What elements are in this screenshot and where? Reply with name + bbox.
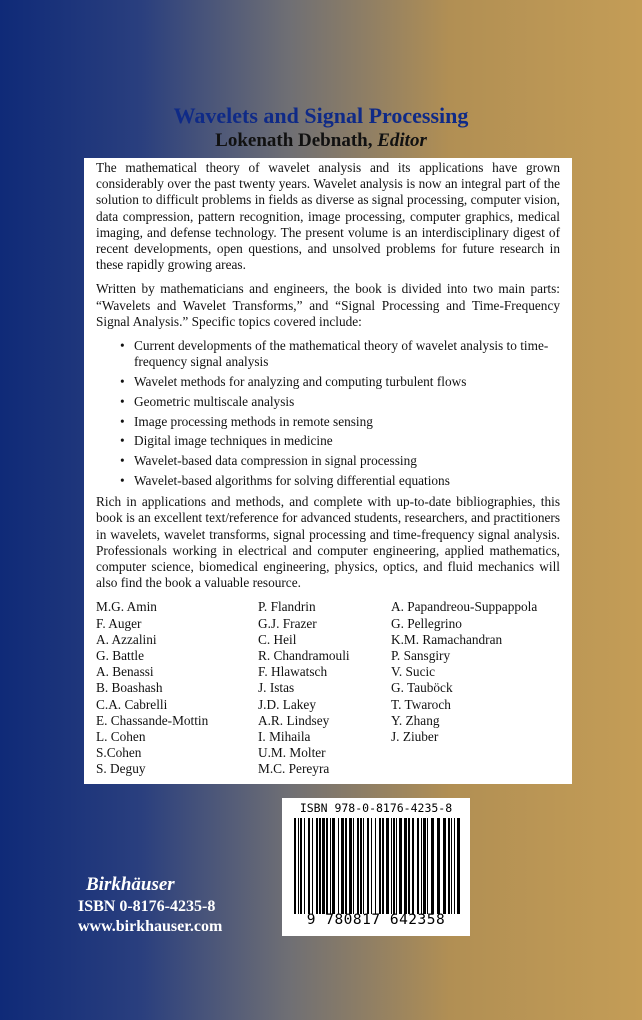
topic-text: Digital image techniques in medicine: [134, 433, 333, 449]
barcode-bar: [294, 818, 296, 914]
description-panel: [84, 158, 572, 784]
topic-item: [120, 453, 560, 469]
contributor-name: S. Deguy: [96, 761, 146, 777]
barcode-bar: [408, 818, 410, 914]
barcode-bar: [391, 818, 392, 914]
contributor-name: E. Chassande-Mottin: [96, 712, 209, 728]
contributor-name: I. Mihaila: [258, 728, 311, 744]
contributor-name: F. Auger: [96, 615, 142, 631]
barcode-bar: [417, 818, 419, 914]
editor-name: Lokenath Debnath,: [215, 130, 373, 151]
barcode-bar: [345, 818, 347, 914]
topic-text: Wavelet-based data compression in signal processing: [134, 453, 417, 469]
contributor-name: F. Hlawatsch: [258, 664, 328, 680]
contributor-name: B. Boashash: [96, 680, 163, 696]
contributor-name: T. Twaroch: [391, 696, 451, 712]
topic-item: [120, 374, 560, 390]
barcode-bar: [457, 818, 460, 914]
bullet-icon: •: [120, 338, 125, 354]
contributor-name: U.M. Molter: [258, 745, 326, 761]
barcode-bar: [427, 818, 428, 914]
topic-item: [120, 433, 560, 449]
barcode-bar: [367, 818, 369, 914]
barcode-bar: [448, 818, 450, 914]
barcode-bar: [382, 818, 384, 914]
barcode-bar: [330, 818, 331, 914]
topic-text: Geometric multiscale analysis: [134, 393, 295, 409]
barcode-bar: [319, 818, 321, 914]
barcode-bar: [386, 818, 389, 914]
contributor-name: P. Sansgiry: [391, 648, 451, 663]
barcode-bar: [349, 818, 352, 914]
barcode-isbn-label: ISBN 978-0-8176-4235-8: [299, 801, 453, 815]
topic-item: [120, 473, 560, 489]
bullet-icon: •: [120, 393, 125, 409]
contributor-name: C.A. Cabrelli: [96, 696, 168, 712]
barcode-ean-number: 9 780817 642358: [306, 912, 446, 928]
barcode-bar: [312, 818, 313, 914]
publisher-name: Birkhäuser: [86, 874, 175, 895]
contributors-column-2: [258, 599, 391, 777]
barcode-bar: [375, 818, 376, 914]
bullet-icon: •: [120, 433, 125, 449]
barcode-bar: [298, 818, 299, 914]
topics-list: [96, 338, 560, 489]
contributor-name: A. Azzalini: [96, 631, 157, 647]
contributor-name: G. Battle: [96, 648, 145, 663]
barcode-bar: [338, 818, 339, 914]
barcode: [282, 798, 470, 936]
barcode-bar: [399, 818, 402, 914]
editor-role: Editor: [377, 130, 427, 151]
barcode-bar: [423, 818, 426, 914]
bullet-icon: •: [120, 413, 125, 429]
contributor-name: C. Heil: [258, 631, 297, 647]
barcode-bar: [454, 818, 455, 914]
barcode-bar: [304, 818, 305, 914]
topic-item: [120, 393, 560, 410]
barcode-bar: [393, 818, 395, 914]
topic-text: Current developments of the mathematical theory of wavelet analysis to time-frequency signal analysis: [134, 338, 549, 370]
topic-text: Wavelet-based algorithms for solving differential equations: [134, 473, 450, 489]
contributor-name: M.G. Amin: [96, 599, 157, 615]
intro-paragraph: The mathematical theory of wavelet analysis and its applications have grown considerably over the past twenty years. Wavelet analysis is now an integral part of the solution to difficult problems in fields as diverse as signal processing, computer vision, data compression, pattern recognition, image processing, computer graphics, medical imaging, and defense technology. The present volume is an interdisciplinary digest of recent developments, open questions, and unsolved problems for future research in these rapidly growing areas.: [96, 160, 560, 273]
contributors-list: [96, 599, 560, 777]
barcode-bar: [326, 818, 328, 914]
contributor-name: J. Istas: [258, 680, 295, 696]
contributor-name: M.C. Pereyra: [258, 761, 330, 777]
book-title: Wavelets and Signal Processing: [173, 103, 469, 128]
barcode-bars: [292, 818, 460, 914]
contributors-column-3: [391, 599, 561, 777]
publisher-block: [60, 874, 260, 936]
topic-item: [120, 413, 560, 430]
contributor-name: G.J. Frazer: [258, 615, 317, 631]
topic-item: [120, 338, 560, 370]
contributor-name: G. Tauböck: [391, 680, 453, 696]
barcode-bar: [379, 818, 381, 914]
barcode-bar: [316, 818, 318, 914]
barcode-bar: [322, 818, 325, 914]
barcode-bar: [371, 818, 372, 914]
topic-text: Image processing methods in remote sensing: [134, 413, 373, 429]
barcode-bar: [431, 818, 434, 914]
contributors-column-1: [96, 599, 258, 777]
barcode-bar: [357, 818, 359, 914]
barcode-bar: [443, 818, 446, 914]
contributor-name: A. Papandreou-Suppappola: [391, 599, 538, 615]
contributor-name: L. Cohen: [96, 728, 146, 744]
barcode-bar: [360, 818, 362, 914]
barcode-bar: [421, 818, 422, 914]
barcode-bar: [300, 818, 302, 914]
barcode-bar: [451, 818, 452, 914]
contributor-name: G. Pellegrino: [391, 615, 462, 631]
contributor-name: A.R. Lindsey: [258, 712, 330, 728]
topic-text: Wavelet methods for analyzing and computing turbulent flows: [134, 374, 467, 390]
contributor-name: J. Ziuber: [391, 728, 439, 744]
contributor-name: P. Flandrin: [258, 599, 316, 615]
contributor-name: Y. Zhang: [391, 712, 440, 728]
bullet-icon: •: [120, 374, 125, 390]
contributor-name: J.D. Lakey: [258, 696, 316, 712]
barcode-bar: [412, 818, 414, 914]
parts-paragraph: Written by mathematicians and engineers, the book is divided into two main parts: “Wavelets and Wavelet Transforms,” and “Signal Processing and Time-Frequency Signal Analysis.” Specific topics covered include:: [96, 281, 560, 329]
barcode-bar: [308, 818, 310, 914]
publisher-url: www.birkhauser.com: [78, 918, 223, 935]
contributor-name: S.Cohen: [96, 745, 142, 761]
barcode-bar: [341, 818, 344, 914]
contributor-name: K.M. Ramachandran: [391, 631, 503, 647]
contributor-name: R. Chandramouli: [258, 648, 350, 663]
editor-line: [0, 130, 642, 152]
barcode-bar: [396, 818, 397, 914]
barcode-bar: [363, 818, 364, 914]
publisher-isbn: ISBN 0-8176-4235-8: [78, 898, 216, 915]
barcode-bar: [437, 818, 440, 914]
contributor-name: A. Benassi: [96, 664, 154, 680]
closing-paragraph: Rich in applications and methods, and complete with up-to-date bibliographies, this book is an excellent text/reference for advanced students, researchers, and practitioners in wavelets, wavelet transforms, signal processing and time-frequency signal analysis. Professionals working in electrical and computer engineering, applied mathematics, computer science, biomedical engineering, physics, optics, and fluid mechanics will also find the book a valuable resource.: [96, 494, 560, 591]
bullet-icon: •: [120, 473, 125, 489]
bullet-icon: •: [120, 453, 125, 469]
barcode-bar: [404, 818, 407, 914]
contributor-name: V. Sucic: [391, 664, 436, 680]
barcode-bar: [353, 818, 354, 914]
barcode-bar: [332, 818, 335, 914]
